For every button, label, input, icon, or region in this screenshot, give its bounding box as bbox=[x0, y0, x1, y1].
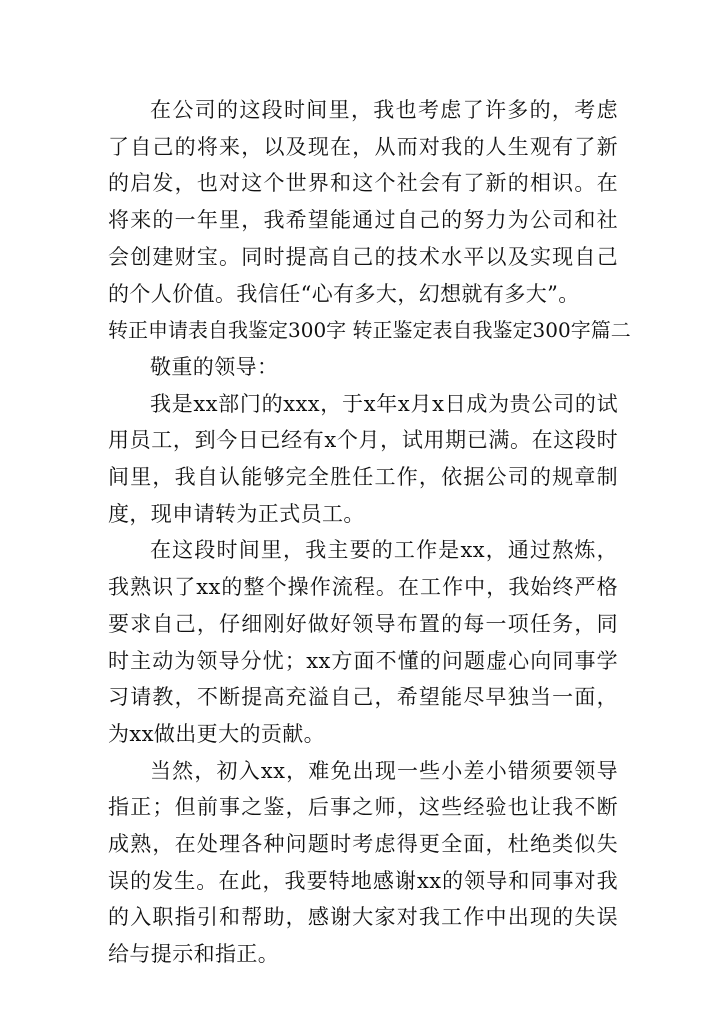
paragraph-gratitude: 当然，初入xx，难免出现一些小差小错须要领导指正；但前事之鉴，后事之师，这些经验也让我不断成熟，在处理各种问题时考虑得更全面，杜绝类似失误的发生。在此，我要特地感谢xx的领导和同事对我的入职指引和帮助，感谢大家对我工作中出现的失误给与提示和指正。 bbox=[108, 758, 618, 967]
salutation: 敬重的领导： bbox=[150, 354, 279, 379]
document-body bbox=[108, 92, 631, 973]
section-heading: 转正申请表自我鉴定300字 转正鉴定表自我鉴定300字篇二 bbox=[108, 318, 631, 343]
paragraph-work-summary: 在这段时间里，我主要的工作是xx，通过熬炼，我熟识了xx的整个操作流程。在工作中，我始终严格要求自己，仔细刚好做好领导布置的每一项任务，同时主动为领导分忧；xx方面不懂的问题虚心向同事学习请教，不断提高充溢自己，希望能尽早独当一面，为xx做出更大的贡献。 bbox=[108, 538, 618, 746]
paragraph-introduction: 我是xx部门的xxx，于x年x月x日成为贵公司的试用员工，到今日已经有x个月，试用期已满。在这段时间里，我自认能够完全胜任工作，依据公司的规章制度，现申请转为正式员工。 bbox=[108, 391, 618, 526]
paragraph-reflection: 在公司的这段时间里，我也考虑了许多的，考虑了自己的将来，以及现在，从而对我的人生观有了新的启发，也对这个世界和这个社会有了新的相识。在将来的一年里，我希望能通过自己的努力为公司和社会创建财宝。同时提高自己的技术水平以及实现自己的个人价值。我信任“心有多大，幻想就有多大”。 bbox=[108, 98, 618, 306]
